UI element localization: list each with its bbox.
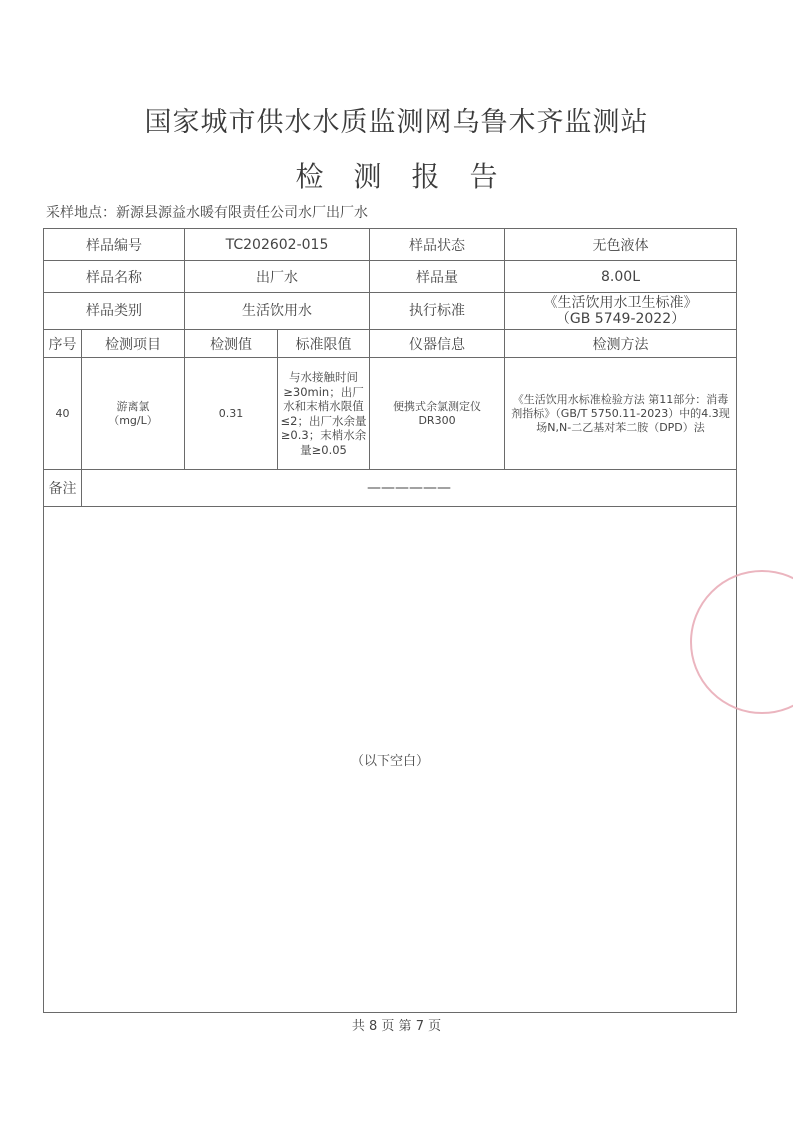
row-item <box>82 358 185 470</box>
report-title: 国家城市供水水质监测网乌鲁木齐监测站 <box>144 107 649 138</box>
col-instrument: 仪器信息 <box>370 330 505 358</box>
blank-note: （以下空白） <box>351 754 430 769</box>
row-instrument-model: DR300 <box>418 413 456 427</box>
sample-state-label: 样品状态 <box>370 229 505 261</box>
blank-area-row <box>44 507 737 1013</box>
remarks-value: —————— <box>82 470 737 507</box>
subtitle-char: 报 <box>411 160 440 193</box>
sample-name-label: 样品名称 <box>44 261 185 293</box>
subtitle-char: 告 <box>469 160 498 193</box>
standard-line-1: 《生活饮用水卫生标准》 <box>543 295 698 311</box>
col-item: 检测项目 <box>82 330 185 358</box>
report-subtitle <box>0 155 793 195</box>
report-table <box>43 228 737 1013</box>
info-row-sample-name <box>44 261 737 293</box>
remarks-label: 备注 <box>44 470 82 507</box>
remarks-row <box>44 470 737 507</box>
standard-label: 执行标准 <box>370 293 505 330</box>
sample-type-label: 样品类别 <box>44 293 185 330</box>
subtitle-char: 测 <box>353 160 382 193</box>
standard-value <box>505 293 737 330</box>
row-instrument <box>370 358 505 470</box>
col-value: 检测值 <box>185 330 278 358</box>
row-value: 0.31 <box>185 358 278 470</box>
subtitle-char: 检 <box>295 160 324 193</box>
col-method: 检测方法 <box>505 330 737 358</box>
col-limit: 标准限值 <box>278 330 370 358</box>
info-row-sample-type <box>44 293 737 330</box>
row-method: 《生活饮用水标准检验方法 第11部分：消毒剂指标》（GB/T 5750.11-2023）中的4.3现场N,N-二乙基对苯二胺（DPD）法 <box>505 358 737 470</box>
page-footer: 共 8 页 第 7 页 <box>351 1019 442 1034</box>
col-seq: 序号 <box>44 330 82 358</box>
row-item-unit: （mg/L） <box>108 413 158 427</box>
sample-type-value: 生活饮用水 <box>185 293 370 330</box>
table-row <box>44 358 737 470</box>
sample-qty-value: 8.00L <box>505 261 737 293</box>
sample-state-value: 无色液体 <box>505 229 737 261</box>
sample-name-value: 出厂水 <box>185 261 370 293</box>
row-limit: 与水接触时间≥30min；出厂水和末梢水限值≤2；出厂水余量≥0.3；末梢水余量≥0.05 <box>278 358 370 470</box>
standard-line-2: （GB 5749-2022） <box>555 311 686 327</box>
sample-no-value: TC202602-015 <box>185 229 370 261</box>
sample-no-label: 样品编号 <box>44 229 185 261</box>
sample-qty-label: 样品量 <box>370 261 505 293</box>
row-instrument-name: 便携式余氯测定仪 <box>393 399 482 413</box>
row-seq: 40 <box>44 358 82 470</box>
row-item-name: 游离氯 <box>116 399 150 413</box>
info-row-sample-no <box>44 229 737 261</box>
blank-area <box>44 507 737 1013</box>
column-header-row <box>44 330 737 358</box>
sampling-location: 采样地点：新源县源益水暖有限责任公司水厂出厂水 <box>46 205 368 221</box>
